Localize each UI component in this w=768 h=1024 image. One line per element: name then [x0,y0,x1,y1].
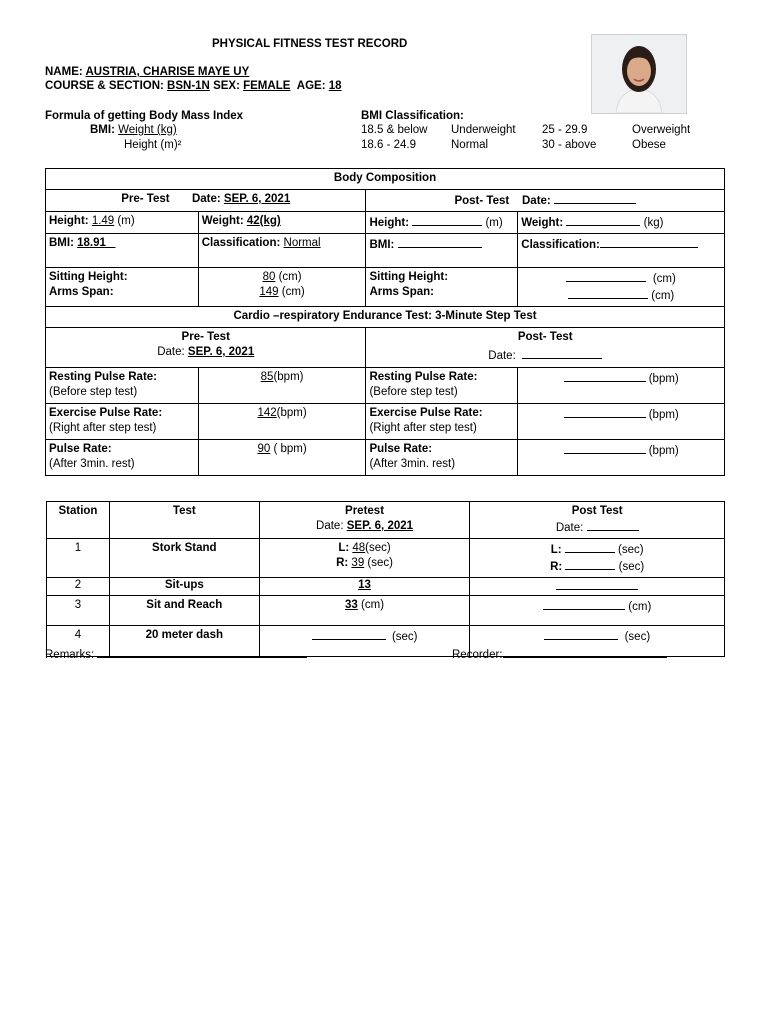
formula-denominator: Height (m)² [124,139,182,151]
weight-label: Weight: [201,215,244,227]
class-label: Underweight [451,124,516,136]
station-test: 20 meter dash [109,626,259,657]
post-exercise-label-cell [366,404,518,440]
post-resting-pulse-sub: (Before step test) [369,386,458,398]
sitting-arms-values [198,268,366,307]
height-unit: (m) [117,215,135,227]
stations-pre-date: SEP. 6, 2021 [346,520,414,532]
weight-cell [198,212,366,234]
resting-pulse-value: 85 [260,371,274,383]
unit-cm: (cm) [281,286,305,298]
cardio-pre-date: SEP. 6, 2021 [187,346,255,358]
table-row [47,578,725,596]
post-height-unit: (m) [485,217,503,229]
post-exercise-pulse-label: Exercise Pulse Rate: [369,407,483,419]
left-label: L: [550,544,562,556]
bmi-cell [46,234,199,268]
classification-cell [198,234,366,268]
weight-value: 42 [246,215,260,227]
stork-left-blank[interactable] [565,541,615,553]
height-cell [46,212,199,234]
post-exercise-value-cell [518,404,725,440]
pulse-rate-label: Pulse Rate: [49,443,112,455]
post-height-label: Height: [369,217,410,229]
station-test: Stork Stand [109,539,259,578]
cardio-post-date-blank[interactable] [522,347,602,359]
sit-reach-blank[interactable] [543,598,625,610]
sitting-arms-labels [46,268,199,307]
exercise-pulse-label: Exercise Pulse Rate: [49,407,163,419]
sex-label: SEX: [213,80,240,92]
situps-pretest [259,578,470,596]
unit-bpm: ( bpm) [273,443,307,455]
exercise-pulse-value: 142 [257,407,277,419]
station-test: Sit-ups [109,578,259,596]
station-number: 2 [47,578,110,596]
sit-reach-value: 33 [345,599,358,611]
dash-pre-blank[interactable] [312,628,386,640]
post-height-cell [366,212,518,234]
post-bmi-blank[interactable] [398,236,482,248]
arms-span-value: 149 [259,286,279,298]
post-resting-pulse-label: Resting Pulse Rate: [369,371,478,383]
post-resting-blank[interactable] [564,370,646,382]
cardio-pre-header [46,328,366,368]
post-pulse-rate-label: Pulse Rate: [369,443,433,455]
table-row [47,539,725,578]
stations-table [46,501,725,657]
post-sitting-arms-labels [366,268,518,307]
post-classification-blank[interactable] [600,236,698,248]
post-weight-cell [518,212,725,234]
date-label: Date: [488,350,516,362]
situps-posttest [470,578,725,596]
unit-bpm: (bpm) [648,409,679,421]
stork-posttest [470,539,725,578]
post-classification-label: Classification: [521,239,600,251]
bmi-label: BMI: [49,237,74,249]
cardio-post-label: Post- Test [517,331,573,343]
post-arms-blank[interactable] [568,287,648,299]
cardio-heading: Cardio –respiratory Endurance Test: 3-Minute Step Test [46,307,725,328]
unit-sec: (sec) [391,631,418,643]
station-number: 1 [47,539,110,578]
class-range: 30 - above [542,139,597,151]
post-pulse-rate-sub: (After 3min. rest) [369,458,456,470]
right-label: R: [550,561,563,573]
post-test-label: Post- Test [454,195,510,207]
situps-blank[interactable] [556,578,638,590]
resting-label-cell [46,368,199,404]
course-label: COURSE & SECTION: [45,80,164,92]
stork-pretest [259,539,470,578]
exercise-label-cell [46,404,199,440]
student-photo [591,34,687,114]
posttest-label: Post Test [571,505,623,517]
post-date-blank[interactable] [554,192,636,204]
bmi-formula [90,124,177,136]
exercise-value-cell [198,404,366,440]
unit-cm: (cm) [361,599,385,611]
station-number: 4 [47,626,110,657]
remarks-line [45,646,307,661]
unit-sec: (sec) [365,542,391,554]
pretest-header [259,502,470,539]
exercise-pulse-sub: (Right after step test) [49,422,157,434]
remarks-label: Remarks: [45,649,95,661]
weight-unit: (kg) [259,215,281,227]
sit-reach-posttest [470,596,725,626]
posttest-header [470,502,725,539]
situps-value: 13 [358,579,371,591]
post-bmi-label: BMI: [369,239,395,251]
date-label: Date: [191,193,221,205]
post-sitting-height-label: Sitting Height: [369,271,449,283]
post-exercise-blank[interactable] [564,406,646,418]
post-weight-unit: (kg) [643,217,664,229]
test-header: Test [109,502,259,539]
table-row [47,596,725,626]
sitting-height-value: 80 [262,271,276,283]
formula-bmi-label: BMI: [90,124,115,136]
station-test: Sit and Reach [109,596,259,626]
date-label: Date: [555,522,584,534]
recorder-label: Recorder: [452,649,503,661]
post-height-blank[interactable] [412,214,482,226]
height-label: Height: [49,215,89,227]
cardio-post-header [366,328,725,368]
pre-test-label: Pre- Test [121,193,170,205]
class-range: 18.6 - 24.9 [361,139,416,151]
height-value: 1.49 [91,215,115,227]
unit-sec: (sec) [367,557,393,569]
stork-right-value: 39 [351,557,365,569]
post-pulse-label-cell [366,440,518,476]
date-label: Date: [316,520,344,532]
resting-pulse-label: Resting Pulse Rate: [49,371,157,383]
remarks-blank[interactable] [97,646,307,658]
post-pulse-blank[interactable] [564,442,646,454]
body-comp-post-header [366,190,725,212]
classification-heading: BMI Classification: [361,110,464,122]
body-comp-heading: Body Composition [46,169,725,190]
page-title: PHYSICAL FITNESS TEST RECORD [212,38,408,50]
pulse-rate-sub: (After 3min. rest) [49,458,135,470]
stork-right-blank[interactable] [565,558,615,570]
stork-left-value: 48 [352,542,366,554]
course-value: BSN-1N [167,80,210,92]
unit-cm: (cm) [628,601,652,613]
class-range: 18.5 & below [361,124,428,136]
pulse-value-cell [198,440,366,476]
class-label: Normal [451,139,489,151]
post-sitting-blank[interactable] [566,270,646,282]
unit-sec: (sec) [618,544,644,556]
arms-span-label: Arms Span: [49,286,114,298]
body-comp-pre-header [46,190,366,212]
pulse-label-cell [46,440,199,476]
class-label: Overweight [632,124,691,136]
post-exercise-pulse-sub: (Right after step test) [369,422,477,434]
age-value: 18 [328,80,342,92]
sex-value: FEMALE [243,80,291,92]
formula-heading: Formula of getting Body Mass Index [45,110,244,122]
date-label: Date: [522,195,551,207]
name-label: NAME: [45,66,83,78]
recorder-line [452,646,667,661]
unit-bpm: (bpm) [273,371,304,383]
pre-test-date: SEP. 6, 2021 [223,193,291,205]
recorder-blank[interactable] [503,646,667,658]
formula-numerator: Weight (kg) [118,124,177,136]
unit-cm: (cm) [651,290,675,302]
post-sitting-arms-values [518,268,725,307]
post-weight-blank[interactable] [566,214,640,226]
student-name: AUSTRIA, CHARISE MAYE UY [85,66,250,78]
student-name-line [45,66,249,78]
left-label: L: [338,542,350,554]
classification-label: Classification: [201,237,281,249]
pretest-label: Pretest [345,505,385,517]
unit-bpm: (bpm) [276,407,307,419]
class-range: 25 - 29.9 [542,124,588,136]
post-arms-span-label: Arms Span: [369,286,434,298]
post-pulse-value-cell [518,440,725,476]
sit-reach-pretest [259,596,470,626]
post-resting-value-cell [518,368,725,404]
unit-bpm: (bpm) [648,373,679,385]
body-composition-table [45,168,725,476]
student-course-line [45,80,342,92]
station-number: 3 [47,596,110,626]
date-label: Date: [157,346,185,358]
dash-post-blank[interactable] [544,628,618,640]
unit-bpm: (bpm) [648,445,679,457]
bmi-value: 18.91 [77,237,106,249]
post-resting-label-cell [366,368,518,404]
class-label: Obese [632,139,666,151]
unit-cm: (cm) [278,271,302,283]
cardio-pre-label: Pre- Test [181,331,230,343]
station-header: Station [47,502,110,539]
unit-cm: (cm) [652,273,676,285]
classification-value: Normal [283,237,321,249]
right-label: R: [336,557,349,569]
resting-value-cell [198,368,366,404]
unit-sec: (sec) [618,561,645,573]
post-bmi-cell [366,234,518,268]
unit-sec: (sec) [624,631,651,643]
resting-pulse-sub: (Before step test) [49,386,138,398]
stations-post-date-blank[interactable] [587,519,639,531]
age-label: AGE: [296,80,326,92]
pulse-rate-value: 90 [257,443,271,455]
post-weight-label: Weight: [521,217,564,229]
post-classification-cell [518,234,725,268]
sitting-height-label: Sitting Height: [49,271,128,283]
